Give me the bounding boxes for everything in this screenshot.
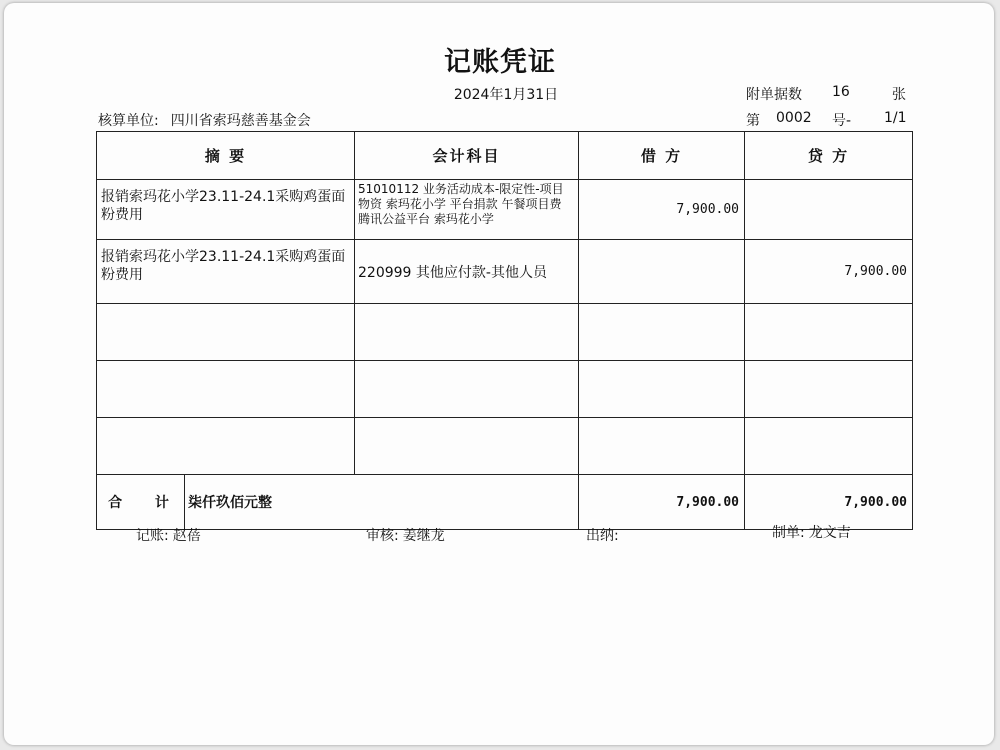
footer-preparer xyxy=(772,522,851,542)
total-credit: 7,900.00 xyxy=(745,475,913,530)
accounting-unit xyxy=(98,110,311,130)
empty-cell xyxy=(579,418,745,475)
header-summary: 摘 要 xyxy=(97,132,355,180)
footer-reviewer xyxy=(366,525,445,545)
voucher-page: 1/1 xyxy=(884,110,907,126)
empty-cell xyxy=(97,304,355,361)
voucher-number-value: 0002 xyxy=(776,110,812,126)
accounting-unit-label: 核算单位: xyxy=(98,113,159,129)
empty-cell xyxy=(745,361,913,418)
accounting-unit-name: 四川省索玛慈善基金会 xyxy=(170,113,311,129)
row-account: 220999 其他应付款-其他人员 xyxy=(355,240,579,304)
row-credit: 7,900.00 xyxy=(745,240,913,304)
empty-cell xyxy=(355,418,579,475)
table-header-row xyxy=(97,132,913,180)
header-debit: 借 方 xyxy=(579,132,745,180)
table-row xyxy=(97,180,913,240)
voucher-table xyxy=(96,131,913,530)
total-label: 合 计 xyxy=(97,475,185,530)
reviewer-label: 审核: xyxy=(366,528,399,544)
preparer-label: 制单: xyxy=(772,525,805,541)
attachments-info xyxy=(746,84,906,104)
row-credit xyxy=(745,180,913,240)
empty-cell xyxy=(745,304,913,361)
cashier-label: 出纳: xyxy=(586,528,619,544)
total-amount-words: 柒仟玖佰元整 xyxy=(185,475,579,530)
header-account: 会计科目 xyxy=(355,132,579,180)
footer-bookkeeper xyxy=(136,525,201,545)
empty-cell xyxy=(579,361,745,418)
row-summary-text: 报销索玛花小学23.11-24.1采购鸡蛋面粉费用 xyxy=(101,249,346,283)
header-credit: 贷 方 xyxy=(745,132,913,180)
row-account: 51010112 业务活动成本-限定性-项目物资 索玛花小学 平台捐款 午餐项目费 腾讯公益平台 索玛花小学 xyxy=(355,180,579,240)
table-row-empty xyxy=(97,304,913,361)
row-summary-text: 报销索玛花小学23.11-24.1采购鸡蛋面粉费用 xyxy=(101,189,346,223)
empty-cell xyxy=(97,361,355,418)
empty-cell xyxy=(97,418,355,475)
reviewer-name: 姜继龙 xyxy=(402,528,445,544)
table-row xyxy=(97,240,913,304)
voucher-title: 记账凭证 xyxy=(444,47,556,78)
row-summary xyxy=(97,240,355,304)
attachments-unit: 张 xyxy=(892,87,906,103)
empty-cell xyxy=(355,304,579,361)
empty-cell xyxy=(579,304,745,361)
empty-cell xyxy=(745,418,913,475)
attachments-count: 16 xyxy=(832,84,850,100)
row-summary xyxy=(97,180,355,240)
table-row-empty xyxy=(97,361,913,418)
footer-cashier xyxy=(586,525,623,545)
row-debit xyxy=(579,240,745,304)
voucher-number-prefix: 第 xyxy=(746,113,760,129)
row-debit: 7,900.00 xyxy=(579,180,745,240)
voucher-date: 2024年1月31日 xyxy=(453,87,559,103)
bookkeeper-label: 记账: xyxy=(136,528,169,544)
attachments-label: 附单据数 xyxy=(746,87,802,103)
preparer-name: 龙文吉 xyxy=(808,525,851,541)
table-row-empty xyxy=(97,418,913,475)
empty-cell xyxy=(355,361,579,418)
total-debit: 7,900.00 xyxy=(579,475,745,530)
voucher-number-suffix: 号- xyxy=(832,113,852,129)
bookkeeper-name: 赵蓓 xyxy=(172,528,201,544)
